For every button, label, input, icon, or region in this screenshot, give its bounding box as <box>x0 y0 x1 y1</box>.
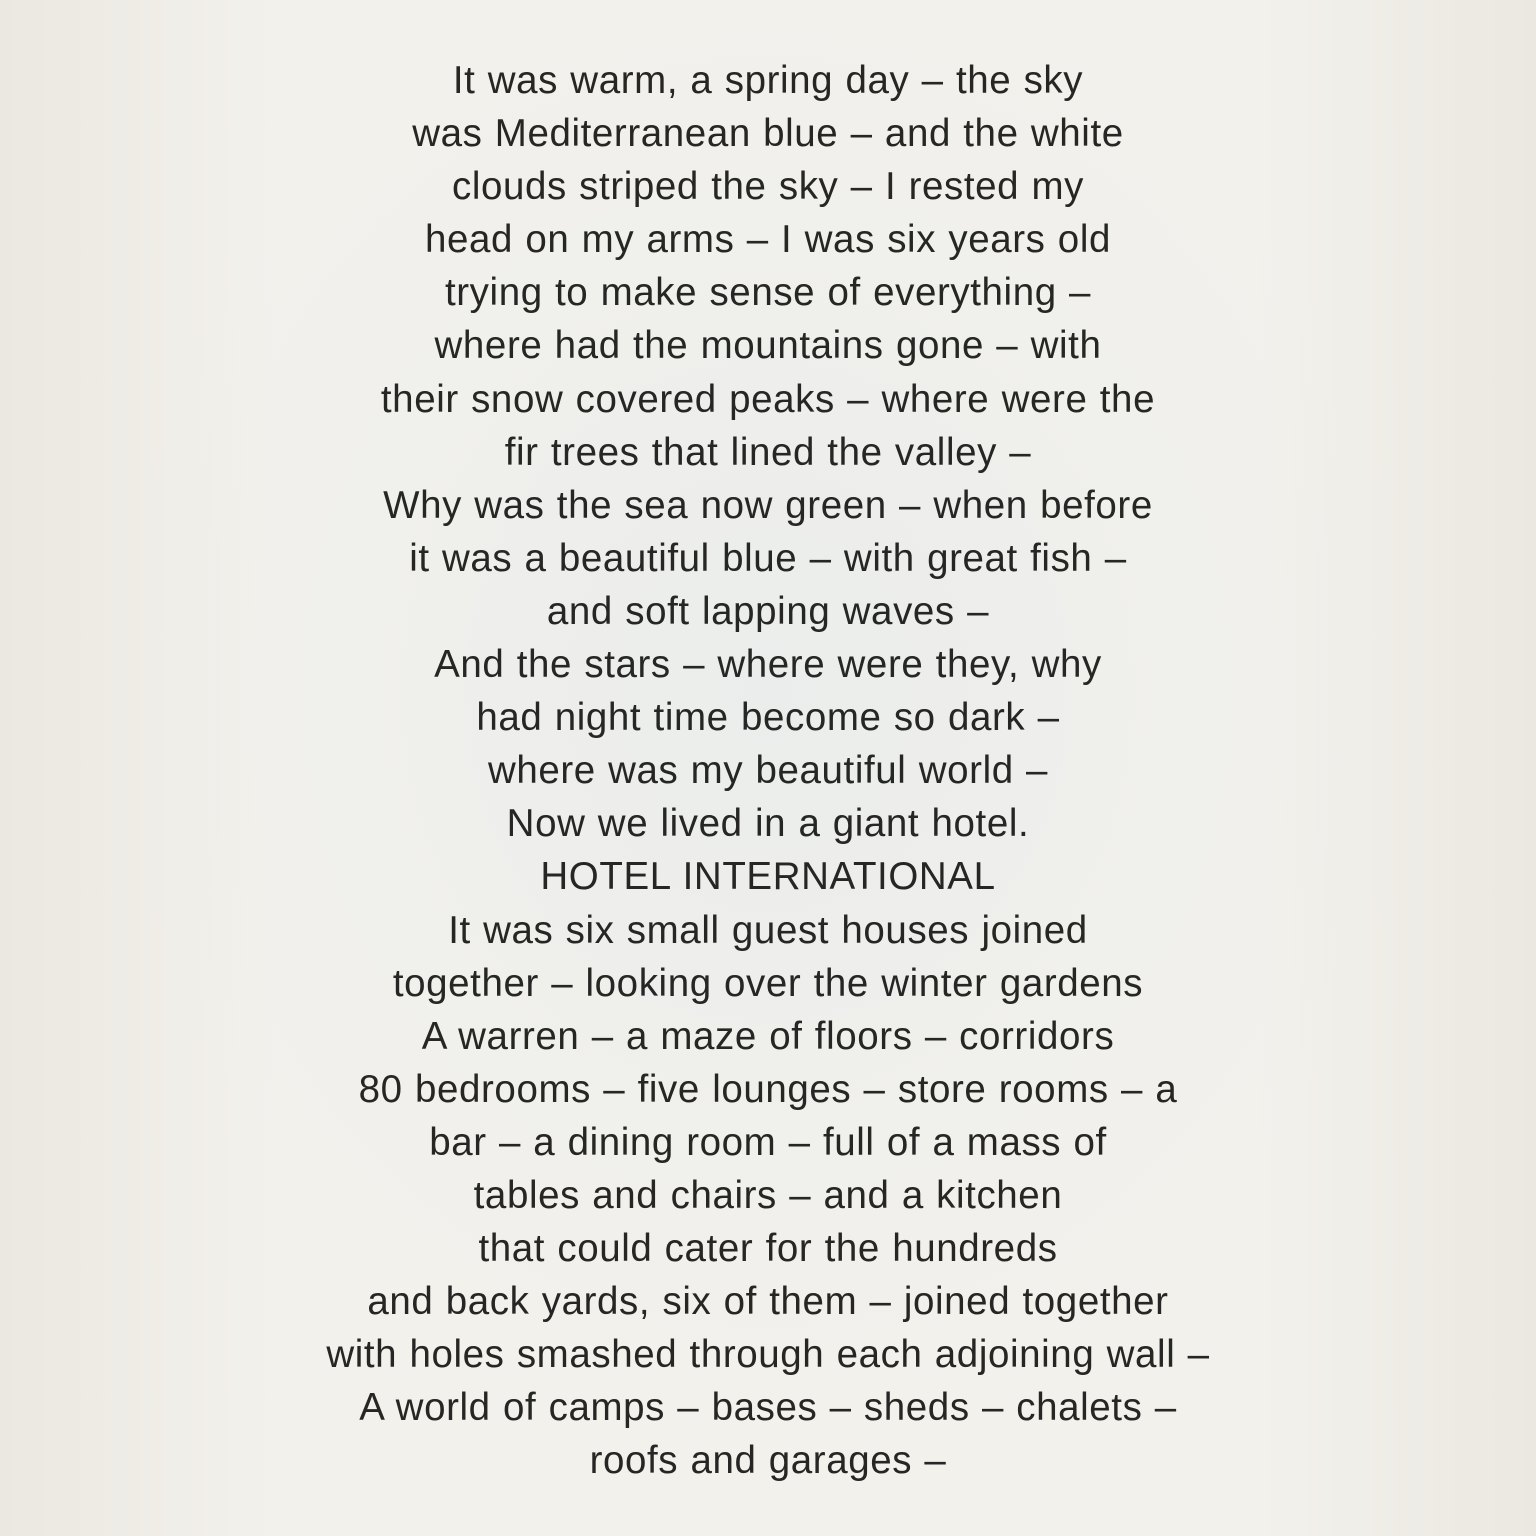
poem-line: head on my arms – I was six years old <box>425 218 1111 262</box>
poem-line: was Mediterranean blue – and the white <box>412 112 1124 156</box>
poem-line: tables and chairs – and a kitchen <box>473 1173 1063 1217</box>
poem-line: it was a beautiful blue – with great fish – <box>409 536 1127 580</box>
poem-line: together – looking over the winter gardens <box>392 961 1144 1005</box>
poem-line: And the stars – where were they, why <box>434 643 1102 687</box>
poem-line: bar – a dining room – full of a mass of <box>429 1120 1107 1164</box>
poem-line: A warren – a maze of floors – corridors <box>421 1014 1115 1058</box>
poem-line: had night time become so dark – <box>476 696 1060 740</box>
poem-line: It was six small guest houses joined <box>448 908 1088 952</box>
poem-line: fir trees that lined the valley – <box>504 430 1032 474</box>
poem-line: Now we lived in a giant hotel. <box>506 802 1030 846</box>
poem-line: where was my beautiful world – <box>487 749 1049 793</box>
poem-line: their snow covered peaks – where were the <box>380 377 1156 421</box>
poem-line: that could cater for the hundreds <box>478 1227 1058 1271</box>
poem-line: and back yards, six of them – joined together <box>367 1280 1169 1324</box>
poem-line: and soft lapping waves – <box>546 589 990 633</box>
poem-line: It was warm, a spring day – the sky <box>452 59 1084 102</box>
poem-line: Why was the sea now green – when before <box>383 483 1153 527</box>
poem-heading: HOTEL INTERNATIONAL <box>540 855 996 899</box>
poem-line: roofs and garages – <box>589 1439 947 1483</box>
poem-line: 80 bedrooms – five lounges – store rooms – a <box>358 1067 1178 1111</box>
poem-line: clouds striped the sky – I rested my <box>451 165 1085 209</box>
poem-line: A world of camps – bases – sheds – chalets – <box>359 1386 1177 1430</box>
poem-line: trying to make sense of everything – <box>444 271 1092 315</box>
poem-text <box>0 54 1536 1488</box>
poem-line: with holes smashed through each adjoining wall – <box>326 1333 1210 1377</box>
poem-line: where had the mountains gone – with <box>434 324 1102 368</box>
